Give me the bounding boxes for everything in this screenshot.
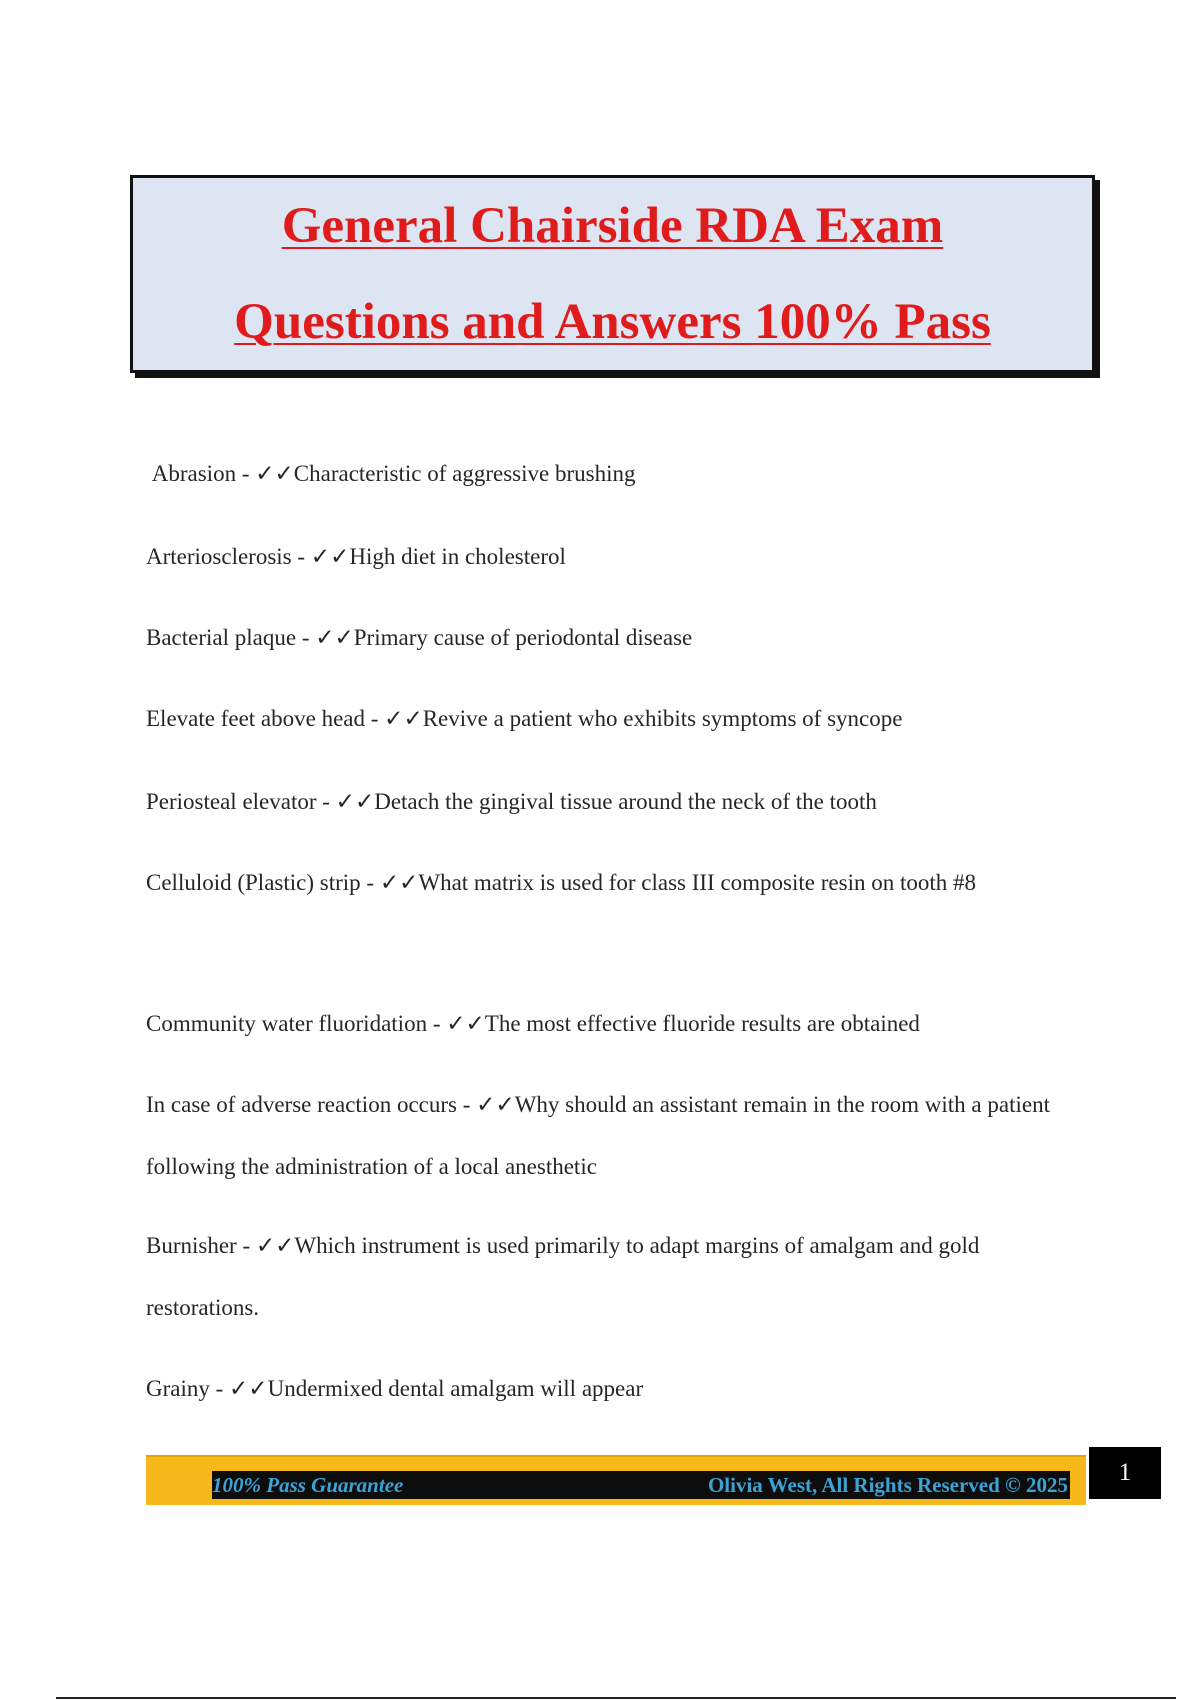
- qa-answer: Characteristic of aggressive brushing: [293, 461, 636, 486]
- checkmark-icon: - ✓✓: [427, 1011, 485, 1036]
- page-bottom-divider: [56, 1697, 1176, 1699]
- footer-inner: [212, 1471, 1070, 1499]
- qa-item: [146, 852, 1086, 914]
- qa-item: [146, 526, 1086, 588]
- checkmark-icon: - ✓✓: [236, 461, 294, 486]
- qa-answer: Primary cause of periodontal disease: [353, 625, 693, 650]
- footer-pass-guarantee: 100% Pass Guarantee: [212, 1473, 404, 1497]
- qa-term: Elevate feet above head: [146, 706, 366, 731]
- qa-term: Celluloid (Plastic) strip: [146, 870, 361, 895]
- qa-answer: Which instrument is used primarily to adapt margins of amalgam and gold restorations.: [146, 1233, 980, 1320]
- qa-term: Abrasion: [151, 461, 237, 486]
- qa-term: Community water fluoridation: [146, 1011, 428, 1036]
- checkmark-icon: - ✓✓: [296, 625, 354, 650]
- qa-item: [146, 1358, 1086, 1420]
- qa-item: [146, 443, 1086, 505]
- qa-answer: Detach the gingival tissue around the neck of the tooth: [374, 789, 877, 814]
- qa-item: [146, 993, 1086, 1055]
- checkmark-icon: - ✓✓: [209, 1376, 268, 1401]
- qa-answer: Undermixed dental amalgam will appear: [267, 1376, 644, 1401]
- qa-answer: What matrix is used for class III composite resin on tooth #8: [418, 870, 976, 895]
- qa-item: [146, 771, 1086, 833]
- qa-term: Bacterial plaque: [146, 625, 297, 650]
- checkmark-icon: - ✓✓: [316, 789, 375, 814]
- qa-answer: The most effective fluoride results are obtained: [484, 1011, 920, 1036]
- qa-answer: High diet in cholesterol: [349, 544, 566, 569]
- qa-term: Burnisher: [146, 1233, 237, 1258]
- qa-term: Periosteal elevator: [146, 789, 317, 814]
- qa-item: [146, 1074, 1086, 1198]
- document-title-line-2: Questions and Answers 100% Pass: [234, 294, 991, 350]
- qa-term: Arteriosclerosis: [146, 544, 292, 569]
- qa-item: [146, 607, 1086, 669]
- qa-term: Grainy: [146, 1376, 210, 1401]
- footer-copyright: Olivia West, All Rights Reserved © 2025: [707, 1473, 1068, 1497]
- qa-item: [146, 1215, 1086, 1339]
- qa-answer: Revive a patient who exhibits symptoms of syncope: [422, 706, 903, 731]
- qa-answer: Why should an assistant remain in the room with a patient following the administration of a local anesthetic: [146, 1092, 1050, 1179]
- checkmark-icon: - ✓✓: [456, 1092, 515, 1117]
- title-box: [130, 175, 1095, 373]
- checkmark-icon: - ✓✓: [360, 870, 419, 895]
- checkmark-icon: - ✓✓: [236, 1233, 295, 1258]
- qa-item: [146, 688, 1086, 750]
- footer-bar: [146, 1455, 1086, 1505]
- qa-term: In case of adverse reaction occurs: [146, 1092, 457, 1117]
- document-title-line-1: General Chairside RDA Exam: [281, 198, 944, 254]
- checkmark-icon: - ✓✓: [365, 706, 423, 731]
- page-number: 1: [1089, 1447, 1161, 1499]
- checkmark-icon: - ✓✓: [291, 544, 350, 569]
